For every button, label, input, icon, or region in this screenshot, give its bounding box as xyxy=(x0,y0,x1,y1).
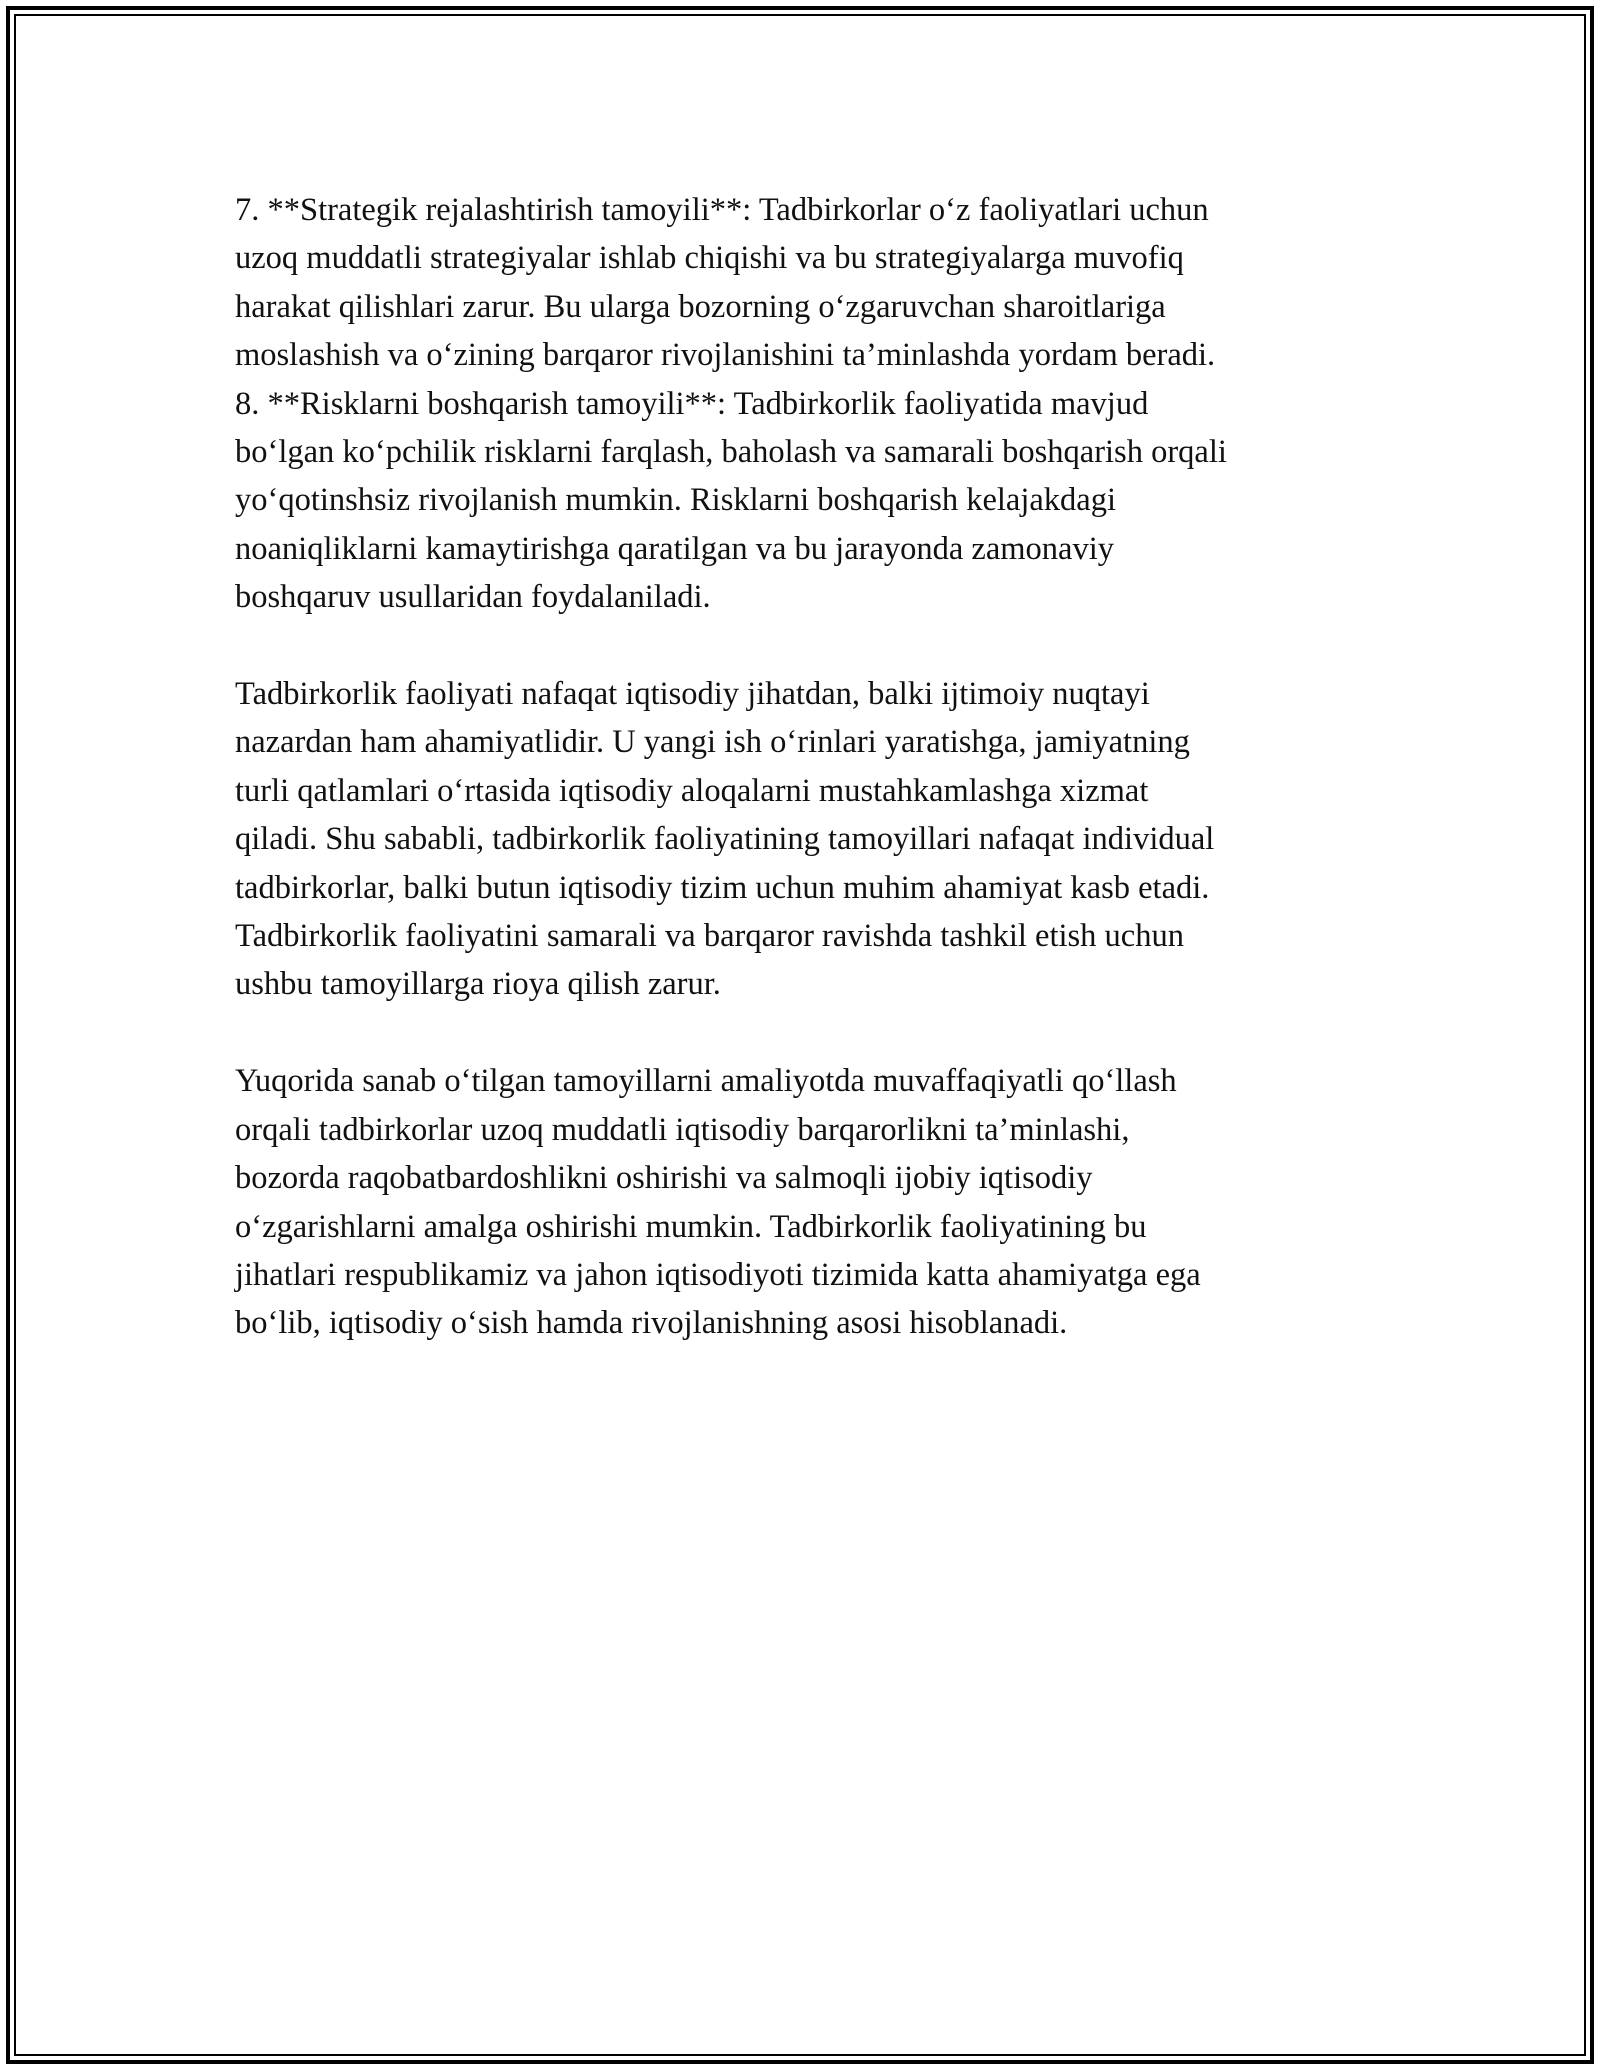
text-line: ushbu tamoyillarga rioya qilish zarur. xyxy=(235,966,721,1003)
paragraph-spacer xyxy=(235,1009,1385,1057)
text-line: tadbirkorlar, balki butun iqtisodiy tizim uchun muhim ahamiyat kasb etadi. xyxy=(235,869,1210,906)
text-line: o‘zgarishlarni amalga oshirishi mumkin. Tadbirkorlik faoliyatining bu xyxy=(235,1208,1147,1245)
text-line: noaniqliklarni kamaytirishga qaratilgan va bu jarayonda zamonaviy xyxy=(235,530,1115,567)
paragraph-social-importance xyxy=(235,670,1385,1009)
list-item-risk-management xyxy=(235,380,1385,622)
text-line: 8. **Risklarni boshqarish tamoyili**: Tadbirkorlik faoliyatida mavjud xyxy=(235,385,1149,422)
text-line: Tadbirkorlik faoliyatini samarali va barqaror ravishda tashkil etish uchun xyxy=(235,918,1184,955)
text-line: harakat qilishlari zarur. Bu ularga bozorning o‘zgaruvchan sharoitlariga xyxy=(235,288,1166,325)
text-line: nazardan ham ahamiyatlidir. U yangi ish o‘rinlari yaratishga, jamiyatning xyxy=(235,724,1190,761)
paragraph-conclusion xyxy=(235,1057,1385,1347)
text-line: bozorda raqobatbardoshlikni oshirishi va salmoqli ijobiy iqtisodiy xyxy=(235,1160,1093,1197)
paragraph-spacer xyxy=(235,622,1385,670)
text-line: Tadbirkorlik faoliyati nafaqat iqtisodiy jihatdan, balki ijtimoiy nuqtayi xyxy=(235,676,1150,713)
text-line: 7. **Strategik rejalashtirish tamoyili**: Tadbirkorlar o‘z faoliyatlari uchun xyxy=(235,192,1209,228)
text-line: orqali tadbirkorlar uzoq muddatli iqtisodiy barqarorlikni ta’minlashi, xyxy=(235,1111,1130,1148)
text-line: uzoq muddatli strategiyalar ishlab chiqishi va bu strategiyalarga muvofiq xyxy=(235,240,1184,277)
text-line: yo‘qotinshsiz rivojlanish mumkin. Risklarni boshqarish kelajakdagi xyxy=(235,482,1117,519)
text-line: bo‘lgan ko‘pchilik risklarni farqlash, baholash va samarali boshqarish orqali xyxy=(235,434,1227,471)
text-line: boshqaruv usullaridan foydalaniladi. xyxy=(235,579,711,616)
document-body xyxy=(235,186,1385,1348)
text-line: Yuqorida sanab o‘tilgan tamoyillarni amaliyotda muvaffaqiyatli qo‘llash xyxy=(235,1063,1177,1100)
list-item-strategic-planning xyxy=(235,186,1385,380)
text-line: jihatlari respublikamiz va jahon iqtisodiyoti tizimida katta ahamiyatga ega xyxy=(235,1256,1201,1293)
text-line: turli qatlamlari o‘rtasida iqtisodiy aloqalarni mustahkamlashga xizmat xyxy=(235,772,1149,809)
text-line: bo‘lib, iqtisodiy o‘sish hamda rivojlanishning asosi hisoblanadi. xyxy=(235,1305,1068,1342)
text-line: qiladi. Shu sababli, tadbirkorlik faoliyatining tamoyillari nafaqat individual xyxy=(235,821,1215,858)
text-line: moslashish va o‘zining barqaror rivojlanishini ta’minlashda yordam beradi. xyxy=(235,337,1216,374)
